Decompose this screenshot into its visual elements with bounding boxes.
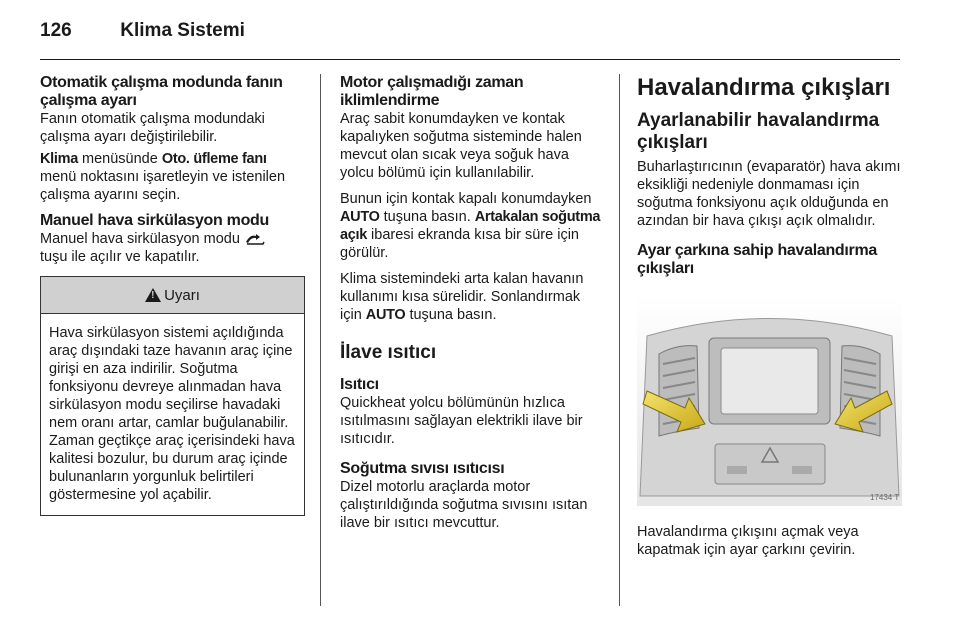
recirculation-icon <box>244 233 266 245</box>
adjustable-vents-paragraph: Buharlaştırıcının (evaparatör) hava akımı eksikliği nedeniyle donmaması için soğutma fonksiyonu açık olduğunda en azından bir hava çıkışı açık olmalıdır. <box>637 159 901 229</box>
wheel-vents-heading: Ayar çarkına sahip havalandırma çıkışları <box>637 242 878 277</box>
heater-paragraph: Quickheat yolcu bölümünün hızlıca ısıtılmasını sağlayan elektrikli ilave bir ısıtıcıdır. <box>340 395 583 447</box>
auto-fan-instructions: Klima menüsünde Oto. üfleme fanı menü noktasını işaretleyin ve istenilen çalışma ayarını seçin. <box>40 151 286 203</box>
photo-code: 17434 T <box>870 493 900 502</box>
column-1 <box>40 74 305 516</box>
coolant-heater-heading: Soğutma sıvısı ısıtıcısı <box>340 460 505 477</box>
warning-text: Hava sirkülasyon sistemi açıldığında araç dışındaki taze havanın araç içine girişi en aza indirilir. Soğutma fonksiyonu devreye alınmadan hava sirkülasyon modu seçilirse havadaki nem oranı artar, camlar buğulanabilir. Zaman geçtikçe araç içerisindeki hava kalitesi bozulur, bu durum araç içinde bulunanların yorgunluk belirtileri göstermesine yol açabilir. <box>49 325 295 503</box>
aux-heater-heading: İlave ısıtıcı <box>340 342 437 363</box>
warning-header <box>41 277 304 314</box>
page-number: 126 <box>40 20 72 41</box>
engine-off-paragraph-3: Klima sistemindeki arta kalan havanın kullanımı kısa sürelidir. Sonlandırmak için AUTO tuşuna basın. <box>340 271 584 323</box>
engine-off-paragraph-1: Araç sabit konumdayken ve kontak kapalıyken soğutma sisteminde halen mevcut olan sıcak veya soğuk hava yolcu bölümü için kullanılabilir. <box>340 111 582 181</box>
dashboard-vents-illustration <box>637 296 902 506</box>
chapter-title: Klima Sistemi <box>120 20 245 41</box>
vents-heading: Havalandırma çıkışları <box>637 74 891 101</box>
coolant-heater-paragraph: Dizel motorlu araçlarda motor çalıştırıldığında soğutma sıvısını ısıtan ilave bir ısıtıcı mevcuttur. <box>340 479 588 531</box>
column-divider <box>320 74 321 606</box>
page-header <box>40 20 245 42</box>
warning-triangle-icon <box>145 288 161 302</box>
auto-fan-paragraph: Fanın otomatik çalışma modundaki çalışma ayarı değiştirilebilir. <box>40 111 265 145</box>
center-display <box>709 338 830 424</box>
auto-fan-heading: Otomatik çalışma modunda fanın çalışma ayarı <box>40 74 283 109</box>
engine-off-heading: Motor çalışmadığı zaman iklimlendirme <box>340 74 524 109</box>
column-3 <box>637 74 902 559</box>
recirculation-heading: Manuel hava sirkülasyon modu <box>40 212 269 229</box>
adjustable-vents-heading: Ayarlanabilir havalandırma çıkışları <box>637 110 880 153</box>
recirculation-paragraph: Manuel hava sirkülasyon modu tuşu ile açılır ve kapatılır. <box>40 230 305 266</box>
warning-title: Uyarı <box>164 286 200 304</box>
engine-off-paragraph-2: Bunun için kontak kapalı konumdayken AUTO tuşuna basın. Artakalan soğutma açık ibaresi ekranda kısa bir süre için görülür. <box>340 191 601 261</box>
wheel-vents-paragraph: Havalandırma çıkışını açmak veya kapatmak için ayar çarkını çevirin. <box>637 524 859 558</box>
heater-heading: Isıtıcı <box>340 376 379 393</box>
column-2 <box>340 74 605 532</box>
warning-box <box>40 276 305 516</box>
column-divider <box>619 74 620 606</box>
header-rule <box>40 59 900 60</box>
